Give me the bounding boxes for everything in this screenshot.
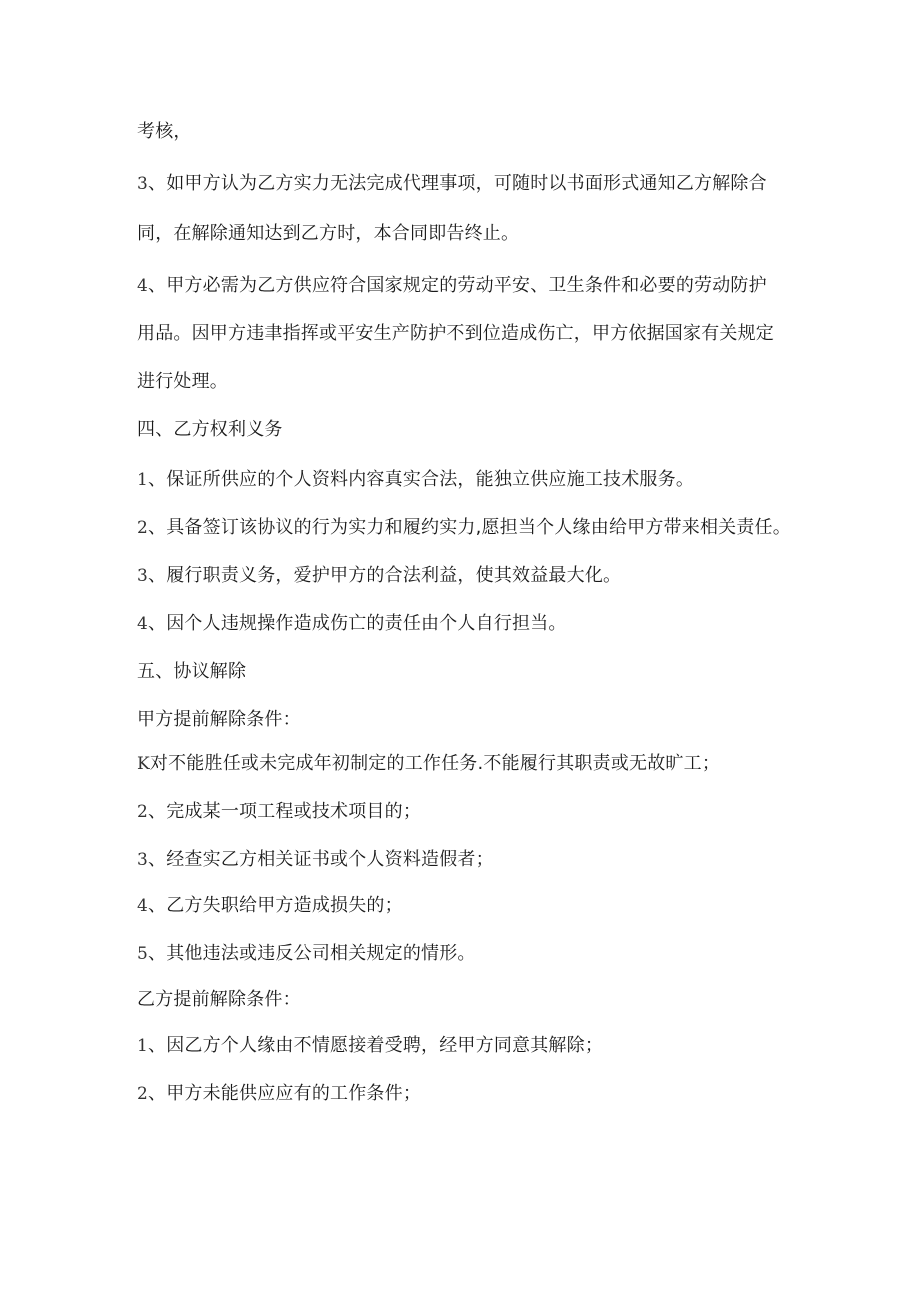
paragraph-line: 3、履行职责义务，爱护甲方的合法利益，使其效益最大化。 — [137, 565, 622, 586]
paragraph-line: 3、经查实乙方相关证书或个人资料造假者； — [137, 849, 494, 870]
subheading: 乙方提前解除条件： — [137, 989, 301, 1010]
section-heading: 四、乙方权利义务 — [137, 419, 283, 440]
paragraph-line: K对不能胜任或未完成年初制定的工作任务.不能履行其职责或无故旷工； — [137, 753, 721, 774]
paragraph-line: 2、具备签订该协议的行为实力和履约实力,愿担当个人缘由给甲方带来相关责任。 — [137, 517, 791, 538]
paragraph-line: 进行处理。 — [137, 371, 228, 392]
paragraph-line: 4、因个人违规操作造成伤亡的责任由个人自行担当。 — [137, 613, 567, 634]
paragraph-line: 3、如甲方认为乙方实力无法完成代理事项，可随时以书面形式通知乙方解除合 — [137, 173, 767, 194]
paragraph-line: 2、完成某一项工程或技术项目的； — [137, 801, 422, 822]
subheading: 甲方提前解除条件： — [137, 709, 301, 730]
paragraph-line: 1、因乙方个人缘由不情愿接着受聘，经甲方同意其解除； — [137, 1035, 604, 1056]
paragraph-line: 5、其他违法或违反公司相关规定的情形。 — [137, 943, 476, 964]
section-heading: 五、协议解除 — [137, 661, 247, 682]
paragraph-line: 2、甲方未能供应应有的工作条件； — [137, 1083, 422, 1104]
paragraph-line: 4、乙方失职给甲方造成损失的； — [137, 895, 403, 916]
paragraph-line: 用品。因甲方违聿指挥或平安生产防护不到位造成伤亡，甲方依据国家有关规定 — [137, 323, 774, 344]
paragraph-line: 同，在解除通知达到乙方时，本合同即告终止。 — [137, 223, 520, 244]
paragraph-line: 4、甲方必需为乙方供应符合国家规定的劳动平安、卫生条件和必要的劳动防护 — [137, 275, 767, 296]
paragraph-line: 1、保证所供应的个人资料内容真实合法，能独立供应施工技术服务。 — [137, 469, 695, 490]
paragraph-line: 考核， — [137, 121, 192, 142]
